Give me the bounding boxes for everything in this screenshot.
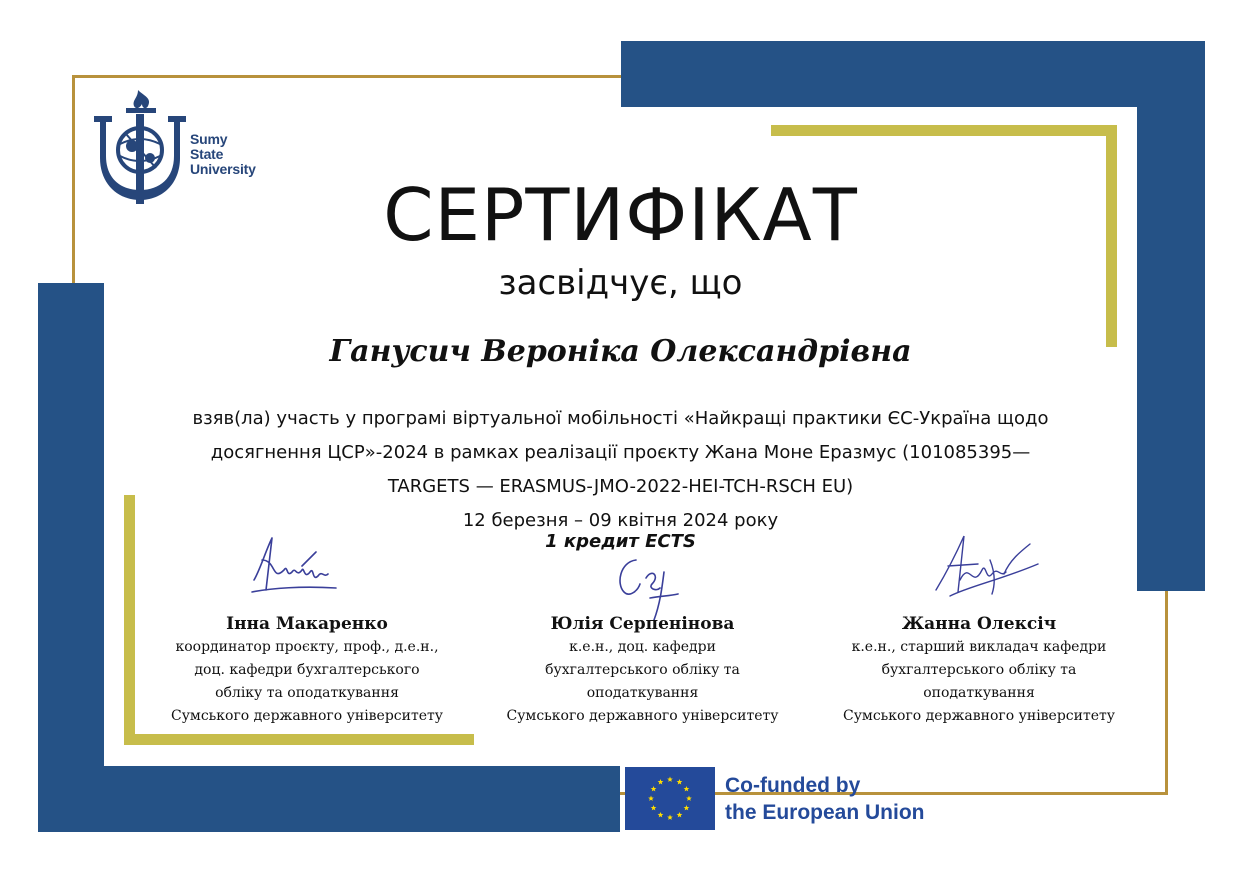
- signatory-role-line: Сумського державного університету: [170, 708, 443, 724]
- signature-makarenko: [232, 530, 356, 608]
- blue-frame-top-bar: [621, 41, 1205, 107]
- body-line: TARGETS — ERASMUS-JMO-2022-HEI-TCH-RSCH EU): [387, 476, 854, 497]
- signatory-role-line: к.е.н., доц. кафедри: [569, 639, 716, 655]
- signatory-role-line: обліку та оподаткування: [215, 685, 399, 701]
- signatory-name: Юлія Серпенінова: [550, 614, 735, 634]
- eu-flag-icon: [625, 767, 715, 830]
- eu-line-1: Co-funded by: [725, 774, 861, 797]
- signatory-role-line: координатор проєкту, проф., д.е.н.,: [175, 639, 439, 655]
- signatory-role-line: оподаткування: [923, 685, 1035, 701]
- signatory-role-line: оподаткування: [586, 685, 699, 701]
- signatory-name: Жанна Олексіч: [901, 614, 1057, 634]
- signatory-1: [140, 612, 474, 728]
- signatory-name: Інна Макаренко: [226, 614, 388, 634]
- signatory-2: [480, 612, 805, 728]
- signatory-role-line: Сумського державного університету: [506, 708, 779, 724]
- signatory-role-line: к.е.н., старший викладач кафедри: [851, 639, 1107, 655]
- certificate-subtitle: засвідчує, що: [498, 263, 743, 303]
- blue-frame-right-bar: [1137, 41, 1205, 591]
- body-line: 12 березня – 09 квітня 2024 року: [462, 510, 779, 531]
- yellow-frame-bottom-bar: [124, 734, 474, 745]
- body-line: досягнення ЦСР»-2024 в рамках реалізації проєкту Жана Моне Еразмус (101085395—: [210, 442, 1031, 463]
- university-name: [190, 132, 256, 177]
- logo-line-2: State: [190, 146, 224, 162]
- signatory-role-line: доц. кафедри бухгалтерського: [194, 662, 420, 678]
- signatory-role-line: бухгалтерського обліку та: [881, 662, 1077, 678]
- body-line: взяв(ла) участь у програмі віртуальної мобільності «Найкращі практики ЄС-Україна щодо: [192, 408, 1049, 429]
- certificate-title: СЕРТИФІКАТ: [383, 173, 858, 257]
- logo-line-1: Sumy: [190, 131, 228, 147]
- signature-oleksich: [920, 530, 1044, 606]
- signatory-3: [815, 612, 1143, 728]
- recipient-name: Ганусич Вероніка Олександрівна: [329, 334, 912, 369]
- certificate-body: [140, 402, 1101, 538]
- yellow-frame-top-bar: [771, 125, 1117, 136]
- eu-line-2: the European Union: [725, 801, 925, 824]
- signatory-role-line: бухгалтерського обліку та: [545, 662, 740, 678]
- signatory-role-line: Сумського державного університету: [842, 708, 1115, 724]
- eu-cofunded-label: [725, 772, 925, 826]
- ects-credit: 1 кредит ECTS: [545, 531, 696, 552]
- logo-line-3: University: [190, 161, 256, 177]
- blue-frame-bottom-bar: [38, 766, 620, 832]
